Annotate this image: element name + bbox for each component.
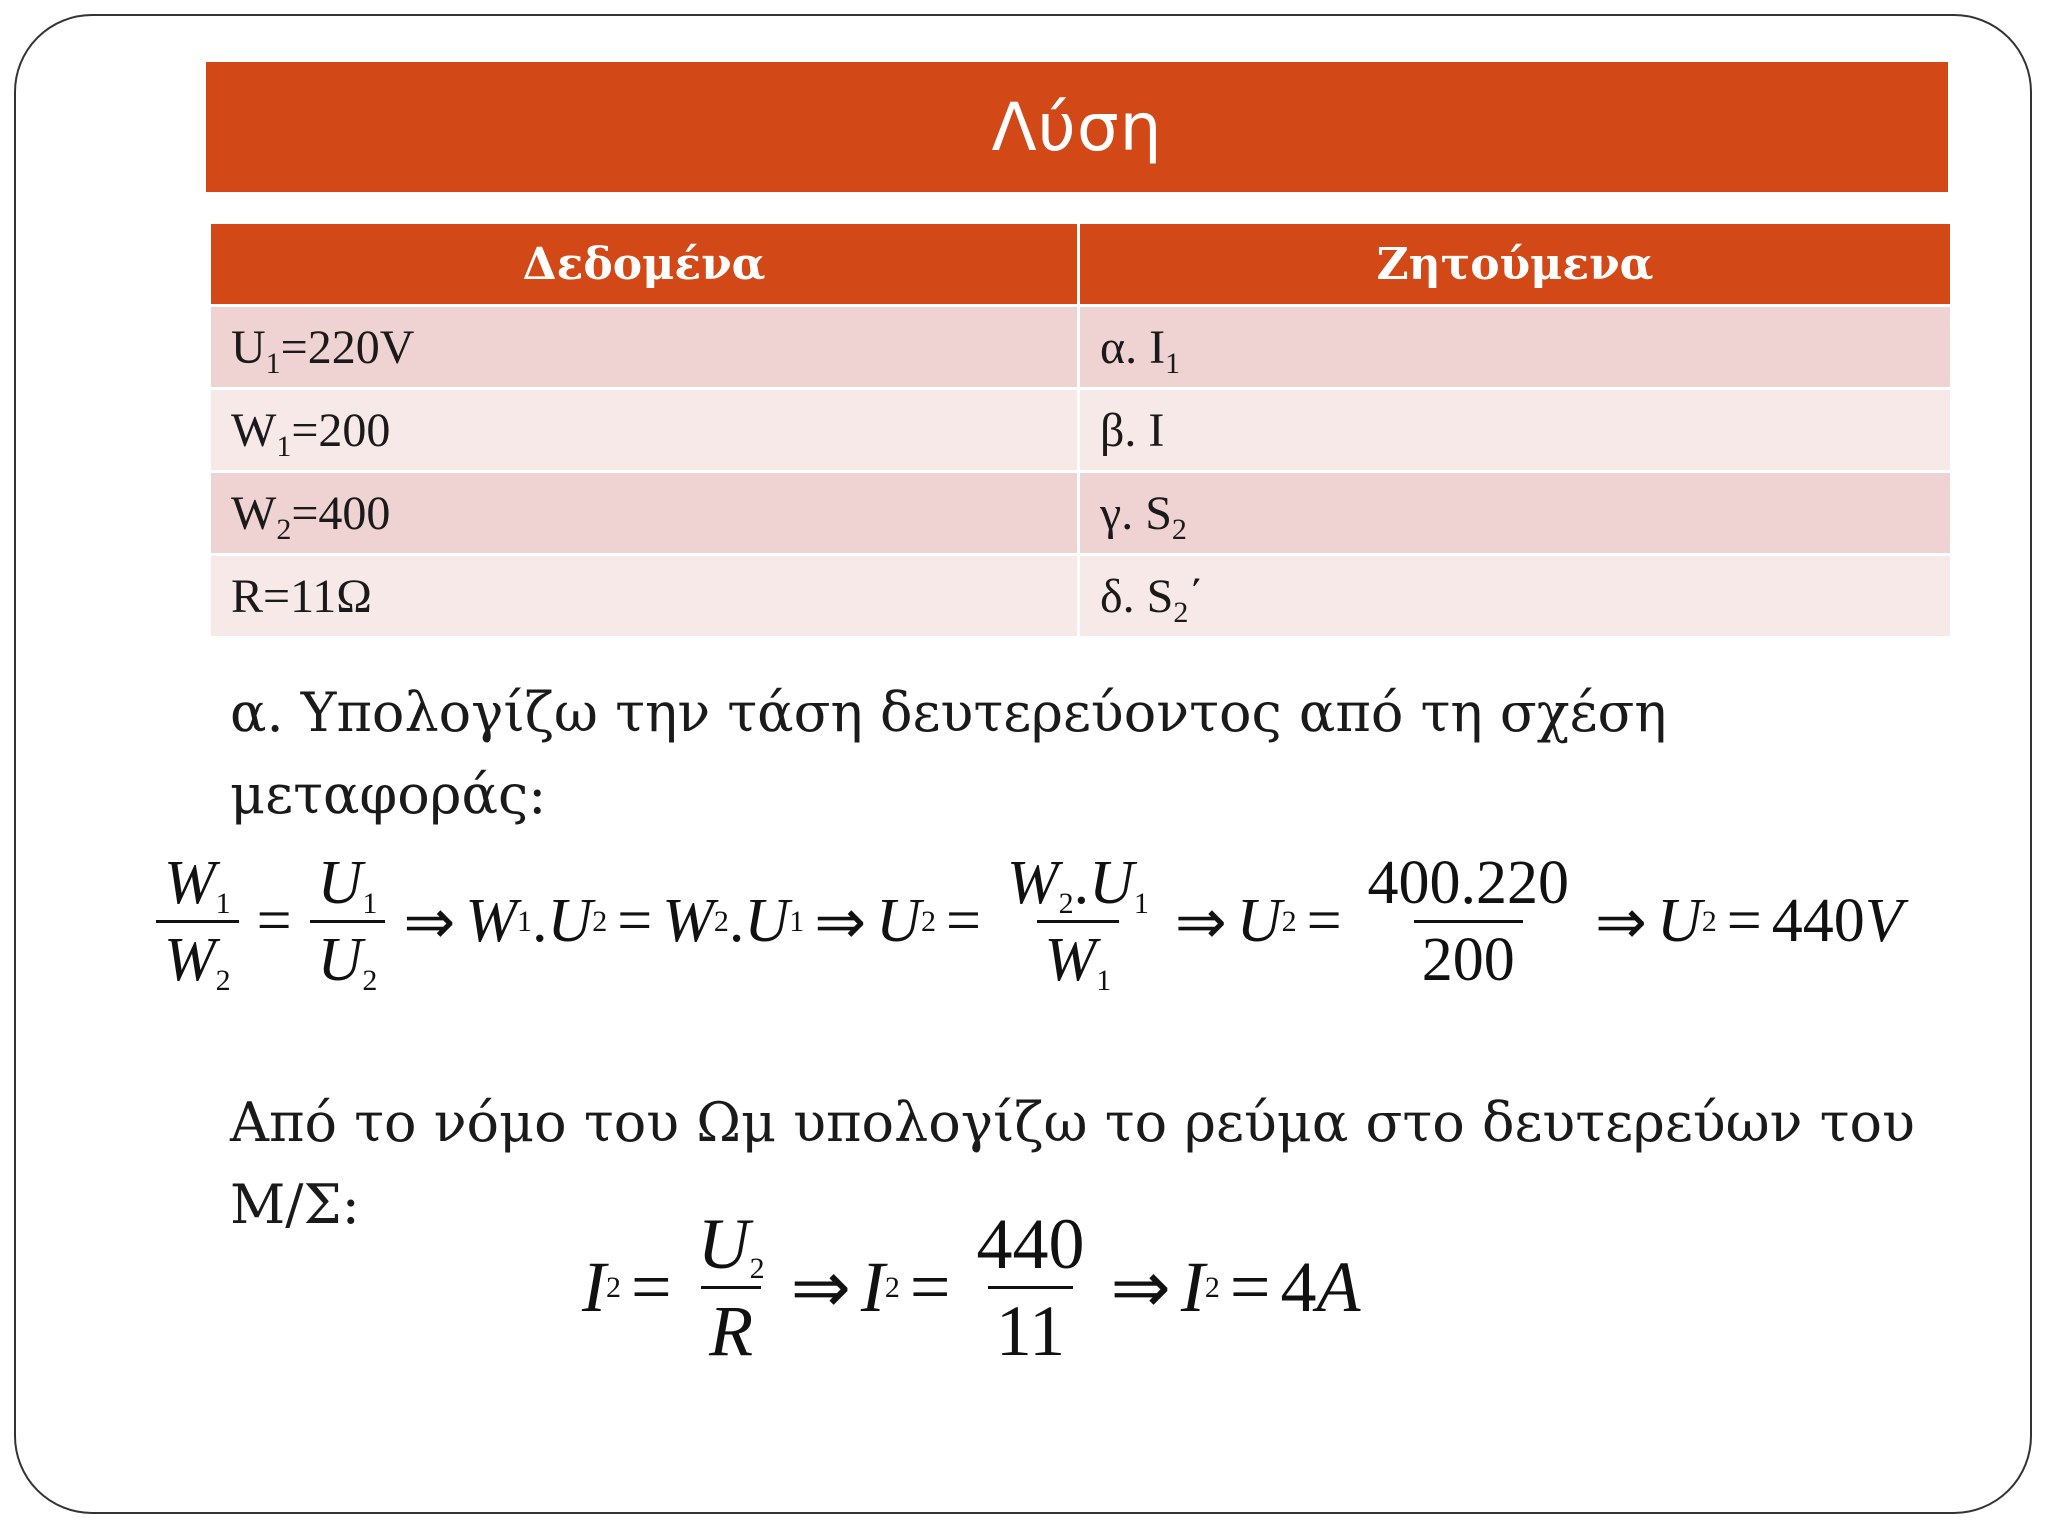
header-given: Δεδομένα [210,224,1079,306]
paragraph-ohms-law: Από το νόμο του Ωμ υπολογίζω το ρεύμα στο δευτερεύων του Μ/Σ: [230,1091,1915,1236]
table-header-row [210,224,1952,306]
fraction-numeric: $\frac{400.220}{200}$ [1367,849,1570,994]
given-cell: $U_1=220V$ [210,306,1079,389]
title-bar [206,62,1948,192]
table-row [210,555,1952,638]
wanted-cell: β. I [1079,389,1952,472]
table-row [210,306,1952,389]
fraction-w1-w2: $\frac{W_1}{W_2}$ [156,852,239,991]
wanted-cell: α. $I_1$ [1079,306,1952,389]
header-wanted: Ζητούμενα [1079,224,1952,306]
wanted-cell: δ. $S_2΄$ [1079,555,1952,638]
equation-voltage: $\frac{W_1}{W_2}$ = $\frac{U_1}{U_2}$ ⇒ W 1 . U 2 = W 2 . U 1 ⇒ U 2 = $\frac{W_2.U_1}{W_1}$ ⇒ U 2 = $\frac{400.220}{200}$ ⇒ U 2 = 440V [148,852,1903,991]
paragraph-transfer-ratio: α. Υπολογίζω την τάση δευτερεύοντος από τη σχέση μεταφοράς: [230,681,1667,826]
result-voltage: 440V [1771,887,1903,955]
fraction-w2u1-w1: $\frac{W_2.U_1}{W_1}$ [1006,849,1149,997]
given-cell: R=11Ω [210,555,1079,638]
table-row [210,472,1952,555]
data-table [208,224,1953,639]
result-current: 4A [1280,1247,1361,1327]
given-cell: $W_2=400$ [210,472,1079,555]
equation-current: I 2 = $\frac{U_2}{R}$ ⇒ I 2 = $\frac{440}{11}$ ⇒ I 2 = 4A [582,1204,1361,1371]
fraction-u2-r: $\frac{U_2}{R}$ [697,1204,765,1371]
table-row [210,389,1952,472]
slide-title: Λύση [991,88,1163,166]
fraction-u1-u2: $\frac{U_1}{U_2}$ [310,852,386,991]
given-cell: $W_1=200$ [210,389,1079,472]
wanted-cell: γ. $S_2$ [1079,472,1952,555]
fraction-440-11: $\frac{440}{11}$ [976,1204,1085,1371]
